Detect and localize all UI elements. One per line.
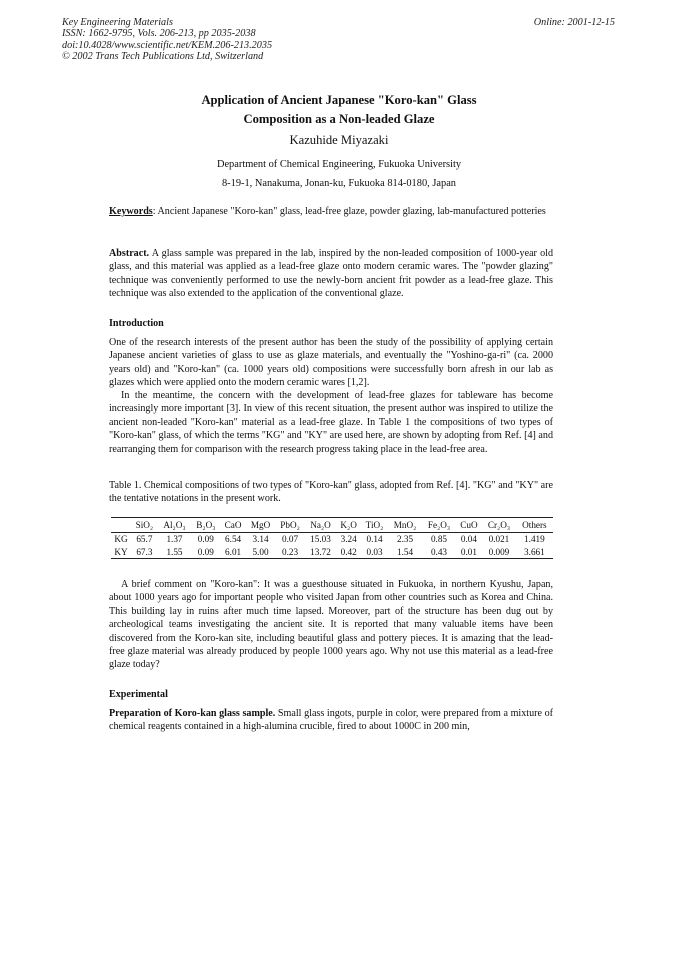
introduction-heading: Introduction bbox=[109, 318, 164, 329]
table-cell: 1.54 bbox=[396, 546, 414, 557]
affiliation bbox=[0, 156, 678, 193]
table-header-cell: Fe₂O₃ bbox=[427, 520, 451, 530]
table-cell: 0.021 bbox=[488, 534, 510, 545]
journal-name: Key Engineering Materials bbox=[62, 17, 173, 28]
table-cell: 67.3 bbox=[136, 546, 153, 557]
introduction-paragraph-1: One of the research interests of the present author has been the study of the possibility of applying certain Japanese ancient varieties of glass to use as glaze materials, and eventually the "Yoshino-ga-ri" (ca. 2000 years old) and "Koro-kan" (ca. 1000 years old) compositions were successfully born afresh in our lab as glazes which were applied onto the modern ceramic wares [1,2]. bbox=[109, 337, 553, 389]
table-header-cell: Cr₂O₃ bbox=[487, 520, 511, 530]
table-cell: 13.72 bbox=[310, 546, 331, 557]
table-header-cell: CuO bbox=[460, 520, 478, 530]
copyright: © 2002 Trans Tech Publications Ltd, Switzerland bbox=[62, 50, 264, 62]
table-cell: 0.01 bbox=[460, 546, 477, 557]
table-cell: 2.35 bbox=[396, 534, 414, 545]
title-line-2: Composition as a Non-leaded Glaze bbox=[243, 112, 435, 126]
keywords bbox=[109, 205, 553, 218]
table-header-cell: Na₂O bbox=[310, 520, 331, 530]
table-cell: 0.85 bbox=[430, 534, 448, 545]
table-cell: KG bbox=[114, 534, 128, 545]
table-header-cell bbox=[111, 518, 131, 533]
table-header-cell: B₂O₃ bbox=[196, 520, 216, 530]
table-cell: 1.37 bbox=[166, 534, 183, 545]
table-cell: 0.07 bbox=[282, 534, 299, 545]
table-cell: 0.14 bbox=[366, 534, 383, 545]
issn: ISSN: 1662-9795, Vols. 206-213, pp 2035-2038 bbox=[62, 28, 256, 40]
journal-header bbox=[62, 17, 272, 62]
title-line-1: Application of Ancient Japanese "Koro-kan" Glass bbox=[201, 93, 477, 107]
table-cell: 0.04 bbox=[460, 534, 477, 545]
author-name: Kazuhide Miyazaki bbox=[289, 133, 389, 147]
table-cell: 0.42 bbox=[340, 546, 357, 557]
table-cell: 1.419 bbox=[524, 534, 545, 545]
table-cell: 0.43 bbox=[430, 546, 448, 557]
table-header-cell: CaO bbox=[224, 520, 242, 530]
table-header-row bbox=[111, 518, 553, 533]
table-cell: 1.55 bbox=[166, 546, 183, 557]
table-row bbox=[111, 546, 553, 559]
table-cell: 5.00 bbox=[252, 546, 269, 557]
table-header-cell: MgO bbox=[250, 520, 271, 530]
affiliation-address: 8-19-1, Nanakuma, Jonan-ku, Fukuoka 814-0180, Japan bbox=[221, 177, 457, 189]
experimental-subheading: Preparation of Koro-kan glass sample. bbox=[109, 708, 276, 719]
table-cell: 0.23 bbox=[282, 546, 299, 557]
experimental-paragraph bbox=[109, 707, 553, 734]
experimental-text: Small glass ingots, purple in color, were prepared from a mixture of chemical reagents contained in a high-alumina crucible, fired to about 1000C in 200 min, bbox=[109, 708, 553, 733]
table-row bbox=[111, 533, 553, 546]
online-date: Online: 2001-12-15 bbox=[533, 17, 615, 28]
table-cell: KY bbox=[114, 546, 128, 557]
abstract bbox=[109, 247, 553, 301]
table-cell: 0.03 bbox=[366, 546, 383, 557]
abstract-text: A glass sample was prepared in the lab, inspired by the non-leaded composition of 1000-year old glass, and this material was applied as a lead-free glaze onto modern ceramic wares. The "powder glazing" technique was conveniently performed to use the newly-born ancient frit powder as a lead-free glaze. This technique was also extended to the application of the conventional glaze. bbox=[109, 248, 553, 300]
table-cell: 0.009 bbox=[488, 546, 510, 557]
table-header-cell: Others bbox=[522, 520, 547, 530]
table-header-cell: MnO₂ bbox=[393, 520, 417, 530]
table-cell: 65.7 bbox=[136, 534, 153, 545]
table-caption: Table 1. Chemical compositions of two types of "Koro-kan" glass, adopted from Ref. [4]. "KG" and "KY" are the tentative notations in the present work. bbox=[109, 480, 553, 505]
korokan-comment-paragraph: A brief comment on "Koro-kan": It was a guesthouse situated in Fukuoka, in northern Kyushu, Japan, about 1000 years ago for important people who visited Japan from other countries such as Korea and China. This building lay in ruins after much time lapsed. Moreover, part of the structure has been dug out by archeological teams investigating the ancient site. It is reported that many valuable items have been discovered from the Koro-kan site, including beautiful glass and pottery pieces. It is amazing that the lead-free glaze material was already produced by people 1000 years ago. Why not use this material as a lead-free glaze today? bbox=[109, 579, 553, 671]
doi-link[interactable]: doi:10.4028/www.scientific.net/KEM.206-213.2035 bbox=[62, 39, 273, 51]
table-header-cell: Al₂O₃ bbox=[163, 520, 186, 530]
table-cell: 15.03 bbox=[310, 534, 331, 545]
abstract-label: Abstract. bbox=[109, 248, 150, 259]
affiliation-department: Department of Chemical Engineering, Fukuoka University bbox=[216, 159, 462, 170]
table-cell: 0.09 bbox=[197, 546, 214, 557]
table-header-cell: SiO₂ bbox=[135, 520, 154, 530]
introduction-paragraph-2: In the meantime, the concern with the development of lead-free glazes for tableware has become increasingly more important [3]. In view of this recent situation, the present author was inspired to utilize the ancient non-leaded "Koro-kan" material as a lead-free glaze. In Table 1 the compositions of two types of "Koro-kan" glass, of which the terms "KG" and "KY" are used here, are shown by adopting from Ref. [4] and rearranging them for comparison with the research progress taking place in the lead-free area. bbox=[109, 390, 553, 455]
table-header-cell: TiO₂ bbox=[365, 520, 384, 530]
paper-title bbox=[0, 91, 678, 129]
table-cell: 3.14 bbox=[252, 534, 269, 545]
table-cell: 6.54 bbox=[225, 534, 242, 545]
table-cell: 3.24 bbox=[340, 534, 357, 545]
table-cell: 3.661 bbox=[524, 546, 545, 557]
composition-table bbox=[111, 517, 553, 559]
keywords-text: : Ancient Japanese "Koro-kan" glass, lead-free glaze, powder glazing, lab-manufactured potteries bbox=[152, 206, 546, 217]
table-header-cell: K₂O bbox=[340, 520, 357, 530]
keywords-label: Keywords bbox=[109, 206, 153, 217]
table-header-cell: PbO₂ bbox=[280, 520, 300, 530]
experimental-heading: Experimental bbox=[109, 689, 168, 700]
table-cell: 6.01 bbox=[225, 546, 242, 557]
table-cell: 0.09 bbox=[197, 534, 214, 545]
